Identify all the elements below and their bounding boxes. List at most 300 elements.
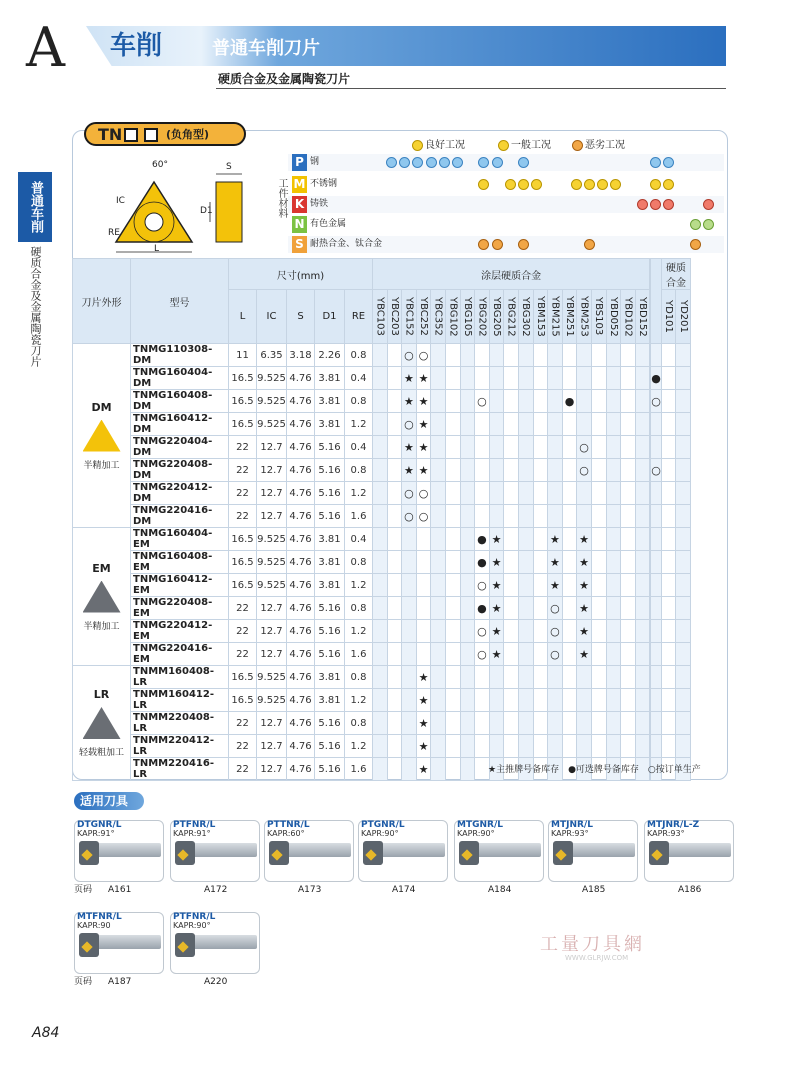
condition-face-icon — [690, 239, 701, 250]
grade-mark-cell — [431, 528, 446, 551]
grade-mark-cell — [431, 689, 446, 712]
tool-card[interactable] — [358, 820, 448, 882]
grade-mark-cell: ★ — [548, 528, 563, 551]
tool-card[interactable] — [454, 820, 544, 882]
dim-cell: 5.16 — [315, 643, 345, 666]
grade-mark-cell — [621, 367, 636, 390]
tool-shank-icon — [659, 843, 731, 857]
tool-shank-icon — [185, 935, 257, 949]
grade-mark-cell — [518, 436, 533, 459]
grade-mark-cell — [676, 597, 691, 620]
condition-face-icon — [663, 157, 674, 168]
grade-mark-cell — [431, 712, 446, 735]
grade-mark-cell — [475, 436, 490, 459]
dim-cell: 3.81 — [315, 367, 345, 390]
dim-col-header: IC — [257, 290, 287, 344]
grade-mark-cell — [676, 551, 691, 574]
watermark: 工量刀具網 — [540, 934, 645, 955]
grade-mark-cell — [621, 413, 636, 436]
grade-mark-cell — [373, 436, 388, 459]
material-letter: P — [292, 154, 307, 171]
dim-cell: 3.18 — [287, 344, 315, 367]
tool-name: MTGNR/L — [457, 820, 503, 830]
dim-cell: 22 — [229, 505, 257, 528]
grade-mark-cell — [591, 551, 606, 574]
tool-name: MTJNR/L — [551, 820, 593, 830]
grade-mark-cell — [577, 367, 592, 390]
table-row — [73, 390, 691, 413]
model-code: TN — [98, 125, 123, 144]
tool-card[interactable] — [264, 820, 354, 882]
model-cell: TNMG160412-DM — [131, 413, 229, 436]
grade-mark-cell: ★ — [402, 367, 417, 390]
grade-mark-cell — [431, 482, 446, 505]
dim-cell: 5.16 — [315, 735, 345, 758]
grade-mark-cell — [445, 643, 460, 666]
tool-card[interactable] — [548, 820, 638, 882]
material-letter: N — [292, 216, 307, 233]
dim-cell: 6.35 — [257, 344, 287, 367]
grade-mark-cell — [373, 482, 388, 505]
grade-mark-cell — [460, 390, 475, 413]
grade-mark-cell — [504, 436, 519, 459]
grade-mark-cell — [431, 367, 446, 390]
grade-col-header: YBC252 — [416, 290, 431, 344]
grade-mark-cell — [577, 689, 592, 712]
dim-cell: 9.525 — [257, 551, 287, 574]
grade-mark-cell — [373, 620, 388, 643]
d1-label: D1 — [200, 206, 213, 216]
grade-mark-cell — [661, 620, 676, 643]
grade-mark-cell — [635, 643, 650, 666]
grade-mark-cell — [606, 528, 621, 551]
table-row — [73, 551, 691, 574]
grade-mark-cell — [562, 367, 577, 390]
grade-mark-cell — [548, 459, 563, 482]
section-letter: A — [26, 16, 65, 79]
dim-cell: 12.7 — [257, 620, 287, 643]
grade-mark-cell — [475, 505, 490, 528]
grade-mark-cell: ★ — [402, 459, 417, 482]
grade-mark-cell — [373, 505, 388, 528]
grade-mark-cell — [387, 689, 402, 712]
grade-mark-cell — [387, 758, 402, 781]
grade-mark-cell — [460, 689, 475, 712]
grade-mark-cell: ★ — [489, 574, 504, 597]
page-title: 普通车削刀片 — [212, 38, 320, 59]
table-row — [73, 574, 691, 597]
dim-cell: 16.5 — [229, 390, 257, 413]
grade-mark-cell — [676, 413, 691, 436]
dim-cell: 0.8 — [345, 666, 373, 689]
dim-cell: 22 — [229, 436, 257, 459]
grade-mark-cell — [548, 344, 563, 367]
grade-mark-cell — [416, 643, 431, 666]
grade-mark-cell — [445, 413, 460, 436]
grade-mark-cell — [548, 413, 563, 436]
dim-cell: 12.7 — [257, 505, 287, 528]
dim-cell: 5.16 — [315, 505, 345, 528]
table-row — [73, 712, 691, 735]
grade-mark-cell — [676, 505, 691, 528]
tool-kapr: KAPR:60° — [267, 829, 305, 838]
grade-mark-cell — [489, 735, 504, 758]
dim-cell: 0.8 — [345, 390, 373, 413]
tool-name: DTGNR/L — [77, 820, 122, 830]
grade-mark-cell — [402, 643, 417, 666]
grade-mark-cell — [635, 528, 650, 551]
grade-mark-cell: ★ — [489, 620, 504, 643]
dim-cell: 3.81 — [315, 689, 345, 712]
grade-mark-cell — [445, 390, 460, 413]
grade-mark-cell — [621, 390, 636, 413]
grade-mark-cell — [548, 712, 563, 735]
dim-cell: 4.76 — [287, 597, 315, 620]
condition-face-icon — [637, 199, 648, 210]
page-number: A84 — [32, 1025, 60, 1041]
grade-col-header: YBD152 — [635, 290, 650, 344]
grade-mark-cell — [431, 436, 446, 459]
grade-mark-cell — [651, 528, 662, 551]
dim-col-header: RE — [345, 290, 373, 344]
dim-cell: 12.7 — [257, 735, 287, 758]
grade-mark-cell — [489, 459, 504, 482]
model-cell: TNMG160412-EM — [131, 574, 229, 597]
grade-mark-cell — [489, 689, 504, 712]
grade-mark-cell — [651, 574, 662, 597]
page-ref[interactable]: A220 — [204, 977, 228, 987]
group-name: EM — [92, 561, 111, 575]
grade-mark-cell — [635, 735, 650, 758]
model-cell: TNMM160412-LR — [131, 689, 229, 712]
table-row — [73, 344, 691, 367]
material-row-s — [288, 236, 724, 253]
grade-mark-cell — [431, 643, 446, 666]
grade-mark-cell — [445, 574, 460, 597]
table-row — [73, 643, 691, 666]
grade-col-header: YBM251 — [562, 290, 577, 344]
dim-cell: 1.2 — [345, 482, 373, 505]
grade-col-header: YBM253 — [577, 290, 592, 344]
grade-mark-cell — [651, 735, 662, 758]
grade-mark-cell — [475, 712, 490, 735]
dim-cell: 5.16 — [315, 620, 345, 643]
tool-shank-icon — [563, 843, 635, 857]
dim-cell: 16.5 — [229, 574, 257, 597]
grade-mark-cell — [651, 482, 662, 505]
grade-mark-cell — [676, 574, 691, 597]
grade-mark-cell — [504, 505, 519, 528]
page-ref[interactable]: A172 — [204, 885, 228, 895]
grade-mark-cell — [533, 528, 548, 551]
grade-mark-cell — [431, 551, 446, 574]
grade-mark-cell — [387, 620, 402, 643]
grade-mark-cell — [460, 712, 475, 735]
grade-mark-cell — [387, 551, 402, 574]
grade-mark-cell — [676, 367, 691, 390]
model-cell: TNMG110308-DM — [131, 344, 229, 367]
grade-mark-cell — [387, 344, 402, 367]
grade-mark-cell — [635, 505, 650, 528]
tool-card[interactable] — [170, 912, 260, 974]
group-subtitle: 半精加工 — [83, 621, 120, 632]
tool-name: PTFNR/L — [173, 912, 216, 922]
page-ref[interactable]: A174 — [392, 885, 416, 895]
table-row — [73, 597, 691, 620]
grade-mark-cell — [533, 689, 548, 712]
grade-mark-cell — [676, 689, 691, 712]
grade-mark-cell — [387, 666, 402, 689]
grade-mark-cell — [518, 666, 533, 689]
dim-cell: 9.525 — [257, 367, 287, 390]
grade-mark-cell — [577, 482, 592, 505]
grade-mark-cell — [577, 344, 592, 367]
tool-shank-icon — [469, 843, 541, 857]
ic-label: IC — [116, 196, 125, 206]
grade-mark-cell — [661, 367, 676, 390]
grade-mark-cell — [562, 620, 577, 643]
material-row-p — [288, 154, 724, 171]
grade-mark-cell — [651, 436, 662, 459]
grade-mark-cell — [402, 597, 417, 620]
grade-mark-cell — [416, 574, 431, 597]
grade-mark-cell — [621, 551, 636, 574]
grade-mark-cell: ○ — [402, 505, 417, 528]
dim-cell: 4.76 — [287, 643, 315, 666]
grade-mark-cell — [518, 735, 533, 758]
tool-shank-icon — [89, 935, 161, 949]
condition-face-icon — [703, 219, 714, 230]
grade-mark-cell — [518, 459, 533, 482]
grade-mark-cell — [504, 666, 519, 689]
grade-mark-cell — [387, 367, 402, 390]
tool-card[interactable] — [74, 912, 164, 974]
grade-mark-cell — [562, 528, 577, 551]
grade-mark-cell — [562, 735, 577, 758]
dim-cell: 4.76 — [287, 666, 315, 689]
dim-cell: 1.2 — [345, 574, 373, 597]
grade-mark-cell — [661, 459, 676, 482]
table-row — [73, 689, 691, 712]
grade-mark-cell — [661, 413, 676, 436]
dim-cell: 3.81 — [315, 390, 345, 413]
grade-mark-cell — [475, 344, 490, 367]
grade-mark-cell — [635, 620, 650, 643]
table-row — [73, 482, 691, 505]
grade-mark-cell — [460, 482, 475, 505]
grade-mark-cell — [591, 413, 606, 436]
grade-col-header: YBG302 — [518, 290, 533, 344]
grade-mark-cell — [518, 643, 533, 666]
grade-mark-cell — [621, 482, 636, 505]
grade-mark-cell — [577, 666, 592, 689]
dim-cell: 0.4 — [345, 436, 373, 459]
grade-mark-cell — [402, 712, 417, 735]
condition-face-icon — [650, 179, 661, 190]
table-row — [73, 620, 691, 643]
model-cell: TNMM220416-LR — [131, 758, 229, 781]
grade-mark-cell — [460, 413, 475, 436]
tool-card[interactable] — [170, 820, 260, 882]
group-name: LR — [93, 688, 110, 701]
grade-mark-cell — [533, 459, 548, 482]
condition-face-icon — [518, 157, 529, 168]
grade-mark-cell — [621, 436, 636, 459]
grade-mark-cell: ● — [475, 528, 490, 551]
grade-mark-cell — [387, 482, 402, 505]
dim-cell: 3.81 — [315, 413, 345, 436]
dim-cell: 9.525 — [257, 390, 287, 413]
grade-mark-cell — [489, 344, 504, 367]
grade-mark-cell — [591, 689, 606, 712]
page-subtitle: 硬质合金及金属陶瓷刀片 — [218, 72, 351, 86]
grade-mark-cell — [504, 643, 519, 666]
page-ref[interactable]: A185 — [582, 885, 606, 895]
grade-mark-cell — [489, 436, 504, 459]
grade-mark-cell — [606, 436, 621, 459]
dim-cell: 0.8 — [345, 344, 373, 367]
grade-mark-cell — [504, 597, 519, 620]
grade-mark-cell — [591, 735, 606, 758]
header-band — [86, 26, 726, 66]
grade-col-header: YBM215 — [548, 290, 563, 344]
grade-mark-cell — [577, 413, 592, 436]
dim-cell: 1.2 — [345, 689, 373, 712]
dim-cell: 16.5 — [229, 666, 257, 689]
grade-mark-cell — [591, 620, 606, 643]
dim-cell: 9.525 — [257, 528, 287, 551]
material-letter: S — [292, 236, 307, 253]
grade-mark-cell — [373, 597, 388, 620]
condition-face-icon — [650, 199, 661, 210]
grade-mark-cell — [635, 597, 650, 620]
model-cell: TNMM160408-LR — [131, 666, 229, 689]
grade-mark-cell — [591, 528, 606, 551]
grade-mark-cell — [518, 344, 533, 367]
grade-mark-cell — [621, 597, 636, 620]
grade-mark-cell — [621, 344, 636, 367]
grade-mark-cell: ★ — [577, 551, 592, 574]
grade-mark-cell — [661, 574, 676, 597]
grade-mark-cell — [460, 643, 475, 666]
dim-cell: 16.5 — [229, 689, 257, 712]
tool-card[interactable] — [74, 820, 164, 882]
grade-mark-cell — [635, 551, 650, 574]
grade-mark-cell — [661, 597, 676, 620]
grade-mark-cell — [460, 574, 475, 597]
grade-mark-cell — [431, 758, 446, 781]
dim-cell: 5.16 — [315, 597, 345, 620]
grade-mark-cell: ★ — [577, 620, 592, 643]
dim-cell: 0.4 — [345, 528, 373, 551]
grade-mark-cell — [621, 712, 636, 735]
grade-mark-cell — [562, 344, 577, 367]
grade-mark-cell — [651, 597, 662, 620]
grade-mark-cell — [460, 528, 475, 551]
grade-mark-cell — [445, 735, 460, 758]
insert-shape-icon — [83, 581, 121, 613]
condition-face-icon — [703, 199, 714, 210]
condition-face-icon — [399, 157, 410, 168]
header-coated-cermet — [651, 259, 662, 344]
model-shape: (负角型) — [166, 128, 210, 141]
grade-mark-cell — [504, 459, 519, 482]
tool-kapr: KAPR:91° — [173, 829, 211, 838]
grade-mark-cell — [635, 689, 650, 712]
dim-cell: 12.7 — [257, 643, 287, 666]
page-ref[interactable]: A173 — [298, 885, 322, 895]
condition-face-icon — [518, 239, 529, 250]
grade-mark-cell: ★ — [416, 436, 431, 459]
grade-mark-cell: ○ — [548, 643, 563, 666]
grade-mark-cell — [661, 643, 676, 666]
grade-mark-cell — [606, 390, 621, 413]
grade-mark-cell — [518, 712, 533, 735]
tool-card[interactable] — [644, 820, 734, 882]
grade-mark-cell — [445, 505, 460, 528]
grade-mark-cell: ○ — [402, 413, 417, 436]
page-ref[interactable]: A184 — [488, 885, 512, 895]
grade-mark-cell — [621, 735, 636, 758]
tool-name: PTTNR/L — [267, 820, 310, 830]
page-ref-label: 页码 — [74, 885, 93, 895]
tool-name: MTFNR/L — [77, 912, 122, 922]
grade-mark-cell — [577, 712, 592, 735]
grade-mark-cell — [651, 413, 662, 436]
model-cell: TNMG220408-EM — [131, 597, 229, 620]
grade-mark-cell — [460, 620, 475, 643]
dim-cell: 4.76 — [287, 482, 315, 505]
grade-mark-cell — [606, 482, 621, 505]
grade-mark-cell — [606, 551, 621, 574]
insert-table — [72, 258, 691, 781]
grade-mark-cell: ○ — [548, 597, 563, 620]
grade-col-header: YBC103 — [373, 290, 388, 344]
condition-face-icon — [412, 157, 423, 168]
grade-mark-cell: ★ — [489, 597, 504, 620]
condition-face-icon — [610, 179, 621, 190]
shape-cell-dm — [73, 344, 131, 528]
grade-mark-cell — [518, 597, 533, 620]
page-ref[interactable]: A161 — [108, 885, 132, 895]
model-cell: TNMG220416-DM — [131, 505, 229, 528]
grade-col-header: YBD052 — [606, 290, 621, 344]
grade-mark-cell — [431, 620, 446, 643]
grade-mark-cell — [373, 390, 388, 413]
grade-mark-cell — [373, 735, 388, 758]
watermark-url: WWW.GLRJW.COM — [565, 954, 629, 962]
grade-mark-cell — [651, 344, 662, 367]
page-ref[interactable]: A186 — [678, 885, 702, 895]
grade-mark-cell: ○ — [475, 390, 490, 413]
grade-mark-cell — [548, 689, 563, 712]
grade-mark-cell: ★ — [489, 643, 504, 666]
group-name: DM — [91, 400, 112, 414]
grade-mark-cell — [621, 505, 636, 528]
dim-cell: 9.525 — [257, 666, 287, 689]
side-tab: 普通车削 — [18, 172, 52, 242]
legend-good: 良好工况 — [412, 139, 465, 153]
page-ref[interactable]: A187 — [108, 977, 132, 987]
grade-mark-cell — [373, 344, 388, 367]
grade-mark-cell: ★ — [416, 459, 431, 482]
condition-face-icon — [584, 239, 595, 250]
grade-mark-cell — [635, 413, 650, 436]
dim-cell: 22 — [229, 597, 257, 620]
condition-face-icon — [386, 157, 397, 168]
placeholder-box-icon — [144, 128, 158, 142]
dim-cell: 4.76 — [287, 758, 315, 781]
